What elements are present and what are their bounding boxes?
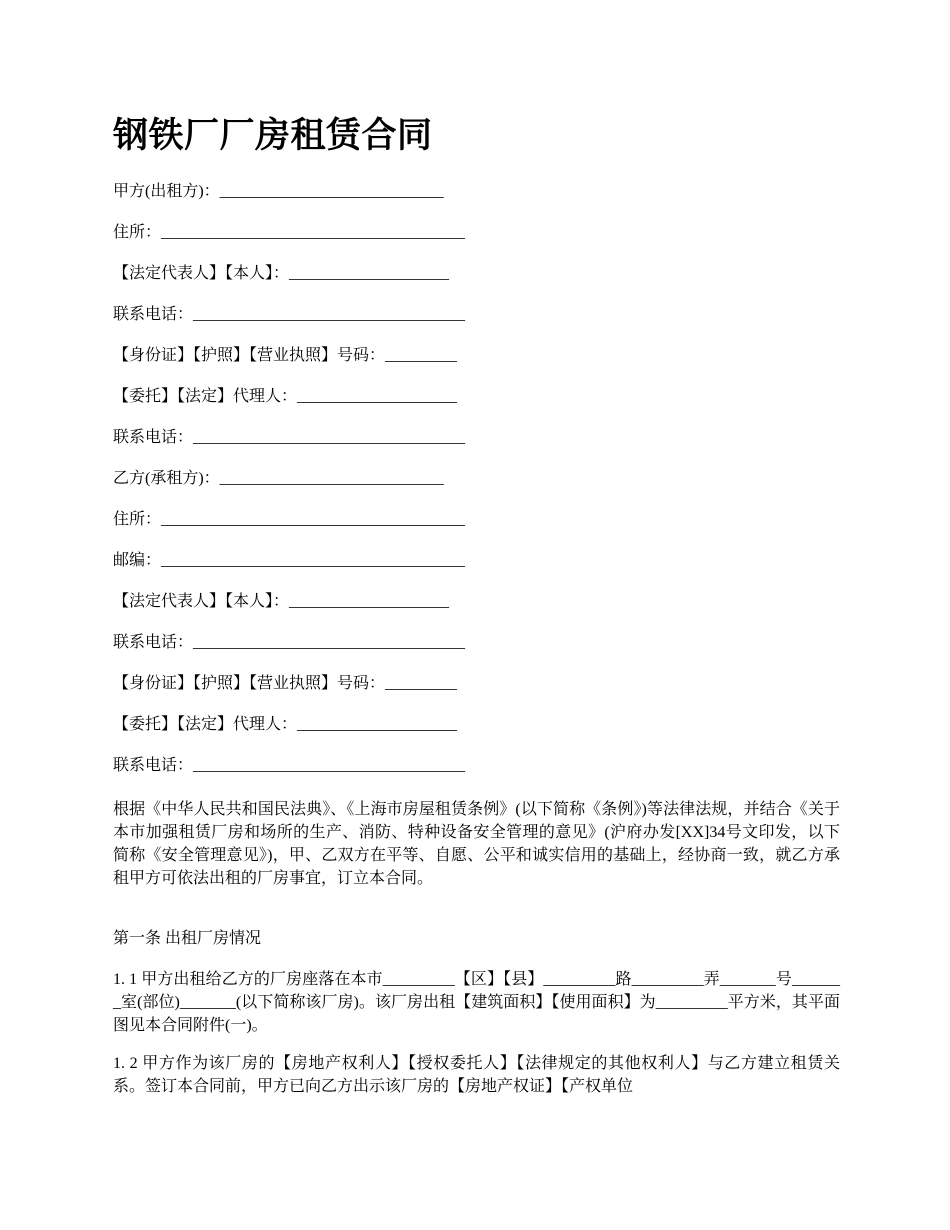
lessee-id-number-field: 【身份证】【护照】【营业执照】号码：_________	[113, 675, 458, 692]
lessor-name-field: 甲方(出租方)：____________________________	[113, 183, 444, 200]
lessee-agent-phone-field: 联系电话：__________________________________	[113, 757, 466, 774]
lessor-agent-phone-field: 联系电话：__________________________________	[113, 429, 466, 446]
clause-1-2-paragraph: 1. 2 甲方作为该厂房的【房地产权利人】【授权委托人】【法律规定的其他权利人】与乙方建立租赁关系。签订本合同前，甲方已向乙方出示该厂房的【房地产权证】【产权单位	[113, 1055, 840, 1095]
party-info-fields	[113, 180, 840, 795]
lessee-name-field: 乙方(承租方)：____________________________	[113, 470, 444, 487]
lessee-agent-field: 【委托】【法定】代理人：____________________	[113, 716, 458, 733]
clause-1-1-paragraph: 1. 1 甲方出租给乙方的厂房座落在本市_________【区】【县】_________路_________弄_______号_______室(部位)_______(以下简称该厂房)。该厂房出租【建筑面积】【使用面积】为_________平方米，其平面图见本合同附件(一)。	[113, 971, 840, 1034]
lessor-agent-field: 【委托】【法定】代理人：____________________	[113, 388, 458, 405]
lessor-address-field: 住所：______________________________________	[113, 224, 466, 241]
lessor-id-number-field: 【身份证】【护照】【营业执照】号码：_________	[113, 347, 458, 364]
lessor-phone-field: 联系电话：__________________________________	[113, 306, 466, 323]
lessee-phone-field: 联系电话：__________________________________	[113, 634, 466, 651]
lessee-address-field: 住所：______________________________________	[113, 511, 466, 528]
lessor-representative-field: 【法定代表人】【本人】：____________________	[113, 265, 450, 282]
lessee-representative-field: 【法定代表人】【本人】：____________________	[113, 593, 450, 610]
article-1-heading: 第一条 出租厂房情况	[113, 930, 262, 947]
intro-paragraph: 根据《中华人民共和国民法典》、《上海市房屋租赁条例》(以下简称《条例》)等法律法规，并结合《关于本市加强租赁厂房和场所的生产、消防、特种设备安全管理的意见》(沪府办发[XX]34号文印发，以下简称《安全管理意见》)，甲、乙双方在平等、自愿、公平和诚实信用的基础上，经协商一致，就乙方承租甲方可依法出租的厂房事宜，订立本合同。	[113, 801, 840, 887]
document-title: 钢铁厂厂房租赁合同	[113, 116, 433, 155]
lessee-postcode-field: 邮编：______________________________________	[113, 552, 466, 569]
